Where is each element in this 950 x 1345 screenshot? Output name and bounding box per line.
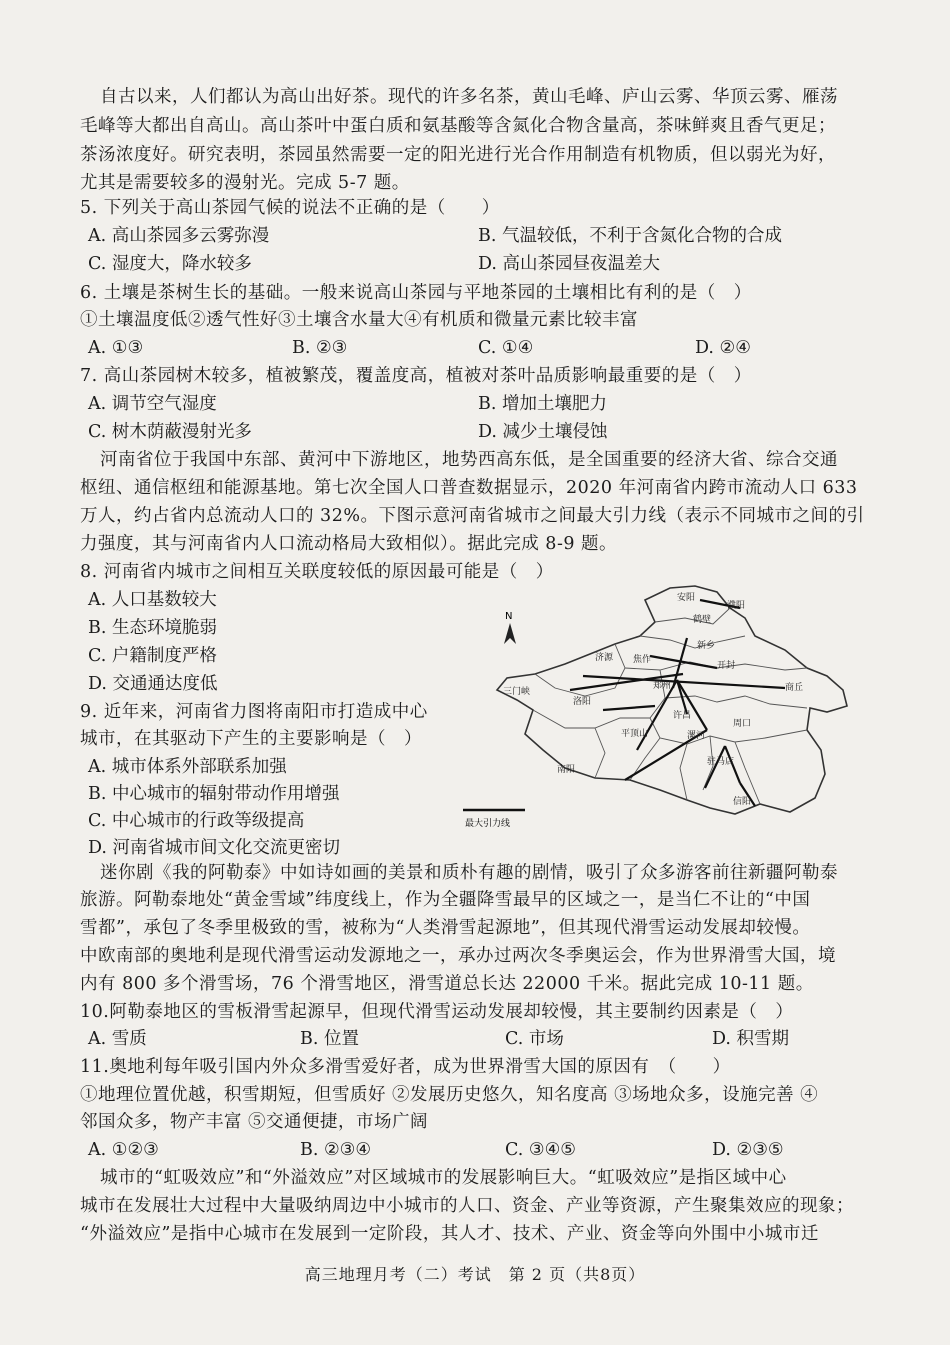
q6-option-d: D. ②④ (695, 338, 751, 358)
north-label: N (505, 611, 513, 622)
q10-option-b: B. 位置 (300, 1029, 359, 1049)
q6-option-c: C. ①④ (478, 338, 534, 358)
q9-option-a: A. 城市体系外部联系加强 (88, 757, 287, 777)
city-zhumadian: 驻马店 (707, 757, 735, 767)
city-puyang: 濮阳 (727, 601, 746, 611)
passage2-line-3: 万人，约占省内总流动人口的 32%。下图示意河南省城市之间最大引力线（表示不同城市之间的引 (80, 506, 865, 526)
city-luohe: 漯河 (687, 731, 706, 741)
q5-option-a: A. 高山茶园多云雾弥漫 (88, 226, 270, 246)
henan-map-svg (455, 578, 865, 833)
city-jiyuan: 济源 (595, 653, 614, 663)
henan-gravity-map (455, 578, 865, 833)
city-kaifeng: 开封 (717, 661, 736, 671)
passage3-line-3: 雪都”，承包了冬季里极致的雪，被称为“人类滑雪起源地”，但其现代滑雪运动发展却较慢。 (80, 918, 811, 938)
q11-items-line-1: ①地理位置优越，积雪期短，但雪质好 ②发展历史悠久，知名度高 ③场地众多，设施完善 ④ (80, 1085, 819, 1105)
q10-stem: 10.阿勒泰地区的雪板滑雪起源早，但现代滑雪运动发展却较慢，其主要制约因素是（ ） (80, 1002, 794, 1022)
q9-option-c: C. 中心城市的行政等级提高 (88, 811, 305, 831)
legend-label: 最大引力线 (465, 819, 511, 829)
passage2-line-1: 河南省位于我国中东部、黄河中下游地区，地势西高东低，是全国重要的经济大省、综合交通 (100, 450, 838, 470)
passage1-line-1: 自古以来，人们都认为高山出好茶。现代的许多名茶，黄山毛峰、庐山云雾、华顶云雾、雁荡 (100, 87, 838, 107)
city-pingdingshan: 平顶山 (621, 729, 649, 739)
q7-stem: 7. 高山茶园树木较多，植被繁茂，覆盖度高，植被对茶叶品质影响最重要的是（ ） (80, 366, 752, 386)
q5-option-c: C. 湿度大，降水较多 (88, 254, 252, 274)
passage3-line-4: 中欧南部的奥地利是现代滑雪运动发源地之一，承办过两次冬季奥运会，作为世界滑雪大国，境 (80, 946, 836, 966)
q11-stem: 11.奥地利每年吸引国内外众多滑雪爱好者，成为世界滑雪大国的原因有 （ ） (80, 1057, 731, 1077)
city-hebi: 鹤壁 (693, 615, 712, 625)
city-xuchang: 许昌 (673, 711, 692, 721)
province-outline (497, 586, 847, 814)
city-jiaozuo: 焦作 (633, 655, 652, 665)
city-shangqiu: 商丘 (785, 683, 804, 693)
q5-option-b: B. 气温较低，不利于含氮化合物的合成 (478, 226, 782, 246)
q9-option-d: D. 河南省城市间文化交流更密切 (88, 838, 341, 858)
passage3-line-2: 旅游。阿勒泰地处“黄金雪域”纬度线上，作为全疆降雪最早的区域之一，是当仁不让的“中国 (80, 890, 811, 910)
q11-option-b: B. ②③④ (300, 1140, 372, 1160)
q5-option-d: D. 高山茶园昼夜温差大 (478, 254, 661, 274)
north-arrow-icon (504, 611, 516, 644)
q11-option-a: A. ①②③ (88, 1140, 159, 1160)
map-legend (463, 810, 525, 829)
passage2-line-4: 力强度，其与河南省内人口流动格局大致相似）。据此完成 8-9 题。 (80, 534, 618, 554)
q11-items-line-2: 邻国众多，物产丰富 ⑤交通便捷，市场广阔 (80, 1112, 429, 1132)
passage4-line-3: “外溢效应”是指中心城市在发展到一定阶段，其人才、技术、产业、资金等向外围中小城市迁 (80, 1224, 819, 1244)
q7-option-b: B. 增加土壤肥力 (478, 394, 607, 414)
q8-option-a: A. 人口基数较大 (88, 590, 217, 610)
city-xinyang: 信阳 (733, 797, 752, 807)
passage4-line-1: 城市的“虹吸效应”和“外溢效应”对区域城市的发展影响巨大。“虹吸效应”是指区域中心 (100, 1168, 787, 1188)
q9-option-b: B. 中心城市的辐射带动作用增强 (88, 784, 340, 804)
city-zhengzhou: 郑州 (653, 681, 672, 691)
q8-option-b: B. 生态环境脆弱 (88, 618, 217, 638)
passage1-line-2: 毛峰等大都出自高山。高山茶叶中蛋白质和氨基酸等含氮化合物含量高，茶味鲜爽且香气更足； (80, 116, 836, 136)
q7-option-a: A. 调节空气湿度 (88, 394, 217, 414)
q9-stem-line-2: 城市，在其驱动下产生的主要影响是（ ） (80, 729, 422, 749)
q10-option-d: D. 积雪期 (712, 1029, 790, 1049)
passage1-line-4: 尤其是需要较多的漫射光。完成 5-7 题。 (80, 173, 410, 193)
q7-option-d: D. 减少土壤侵蚀 (478, 422, 608, 442)
page-footer: 高三地理月考（二）考试 第 2 页（共8页） (304, 1265, 646, 1284)
q6-stem: 6. 土壤是茶树生长的基础。一般来说高山茶园与平地茶园的土壤相比有利的是（ ） (80, 283, 752, 303)
city-xinxiang: 新乡 (697, 641, 716, 651)
q8-option-d: D. 交通通达度低 (88, 674, 218, 694)
q8-stem: 8. 河南省内城市之间相互关联度较低的原因最可能是（ ） (80, 562, 554, 582)
q11-option-c: C. ③④⑤ (505, 1140, 576, 1160)
q9-stem-line-1: 9. 近年来，河南省力图将南阳市打造成中心 (80, 702, 428, 722)
q5-stem: 5. 下列关于高山茶园气候的说法不正确的是（ ） (80, 198, 500, 218)
passage4-line-2: 城市在发展壮大过程中大量吸纳周边中小城市的人口、资金、产业等资源，产生聚集效应的现象； (80, 1196, 854, 1216)
q11-option-d: D. ②③⑤ (712, 1140, 784, 1160)
city-anyang: 安阳 (677, 593, 696, 603)
passage1-line-3: 茶汤浓度好。研究表明，茶园虽然需要一定的阳光进行光合作用制造有机物质，但以弱光为好， (80, 145, 836, 165)
city-luoyang: 洛阳 (573, 697, 592, 707)
passage2-line-2: 枢纽、通信枢纽和能源基地。第七次全国人口普查数据显示，2020 年河南省内跨市流动人口 633 (80, 478, 858, 498)
q7-option-c: C. 树木荫蔽漫射光多 (88, 422, 252, 442)
q6-option-b: B. ②③ (292, 338, 348, 358)
city-sanmenxia: 三门峡 (503, 687, 531, 697)
q6-items: ①土壤温度低②透气性好③土壤含水量大④有机质和微量元素比较丰富 (80, 310, 638, 330)
city-nanyang: 南阳 (557, 765, 576, 775)
city-zhoukou: 周口 (733, 719, 752, 729)
q10-option-a: A. 雪质 (88, 1029, 147, 1049)
q10-option-c: C. 市场 (505, 1029, 564, 1049)
passage3-line-5: 内有 800 多个滑雪场，76 个滑雪地区，滑雪道总长达 22000 千米。据此完成 10-11 题。 (80, 974, 814, 994)
passage3-line-1: 迷你剧《我的阿勒泰》中如诗如画的美景和质朴有趣的剧情，吸引了众多游客前往新疆阿勒泰 (100, 863, 838, 883)
q6-option-a: A. ①③ (88, 338, 144, 358)
q8-option-c: C. 户籍制度严格 (88, 646, 217, 666)
